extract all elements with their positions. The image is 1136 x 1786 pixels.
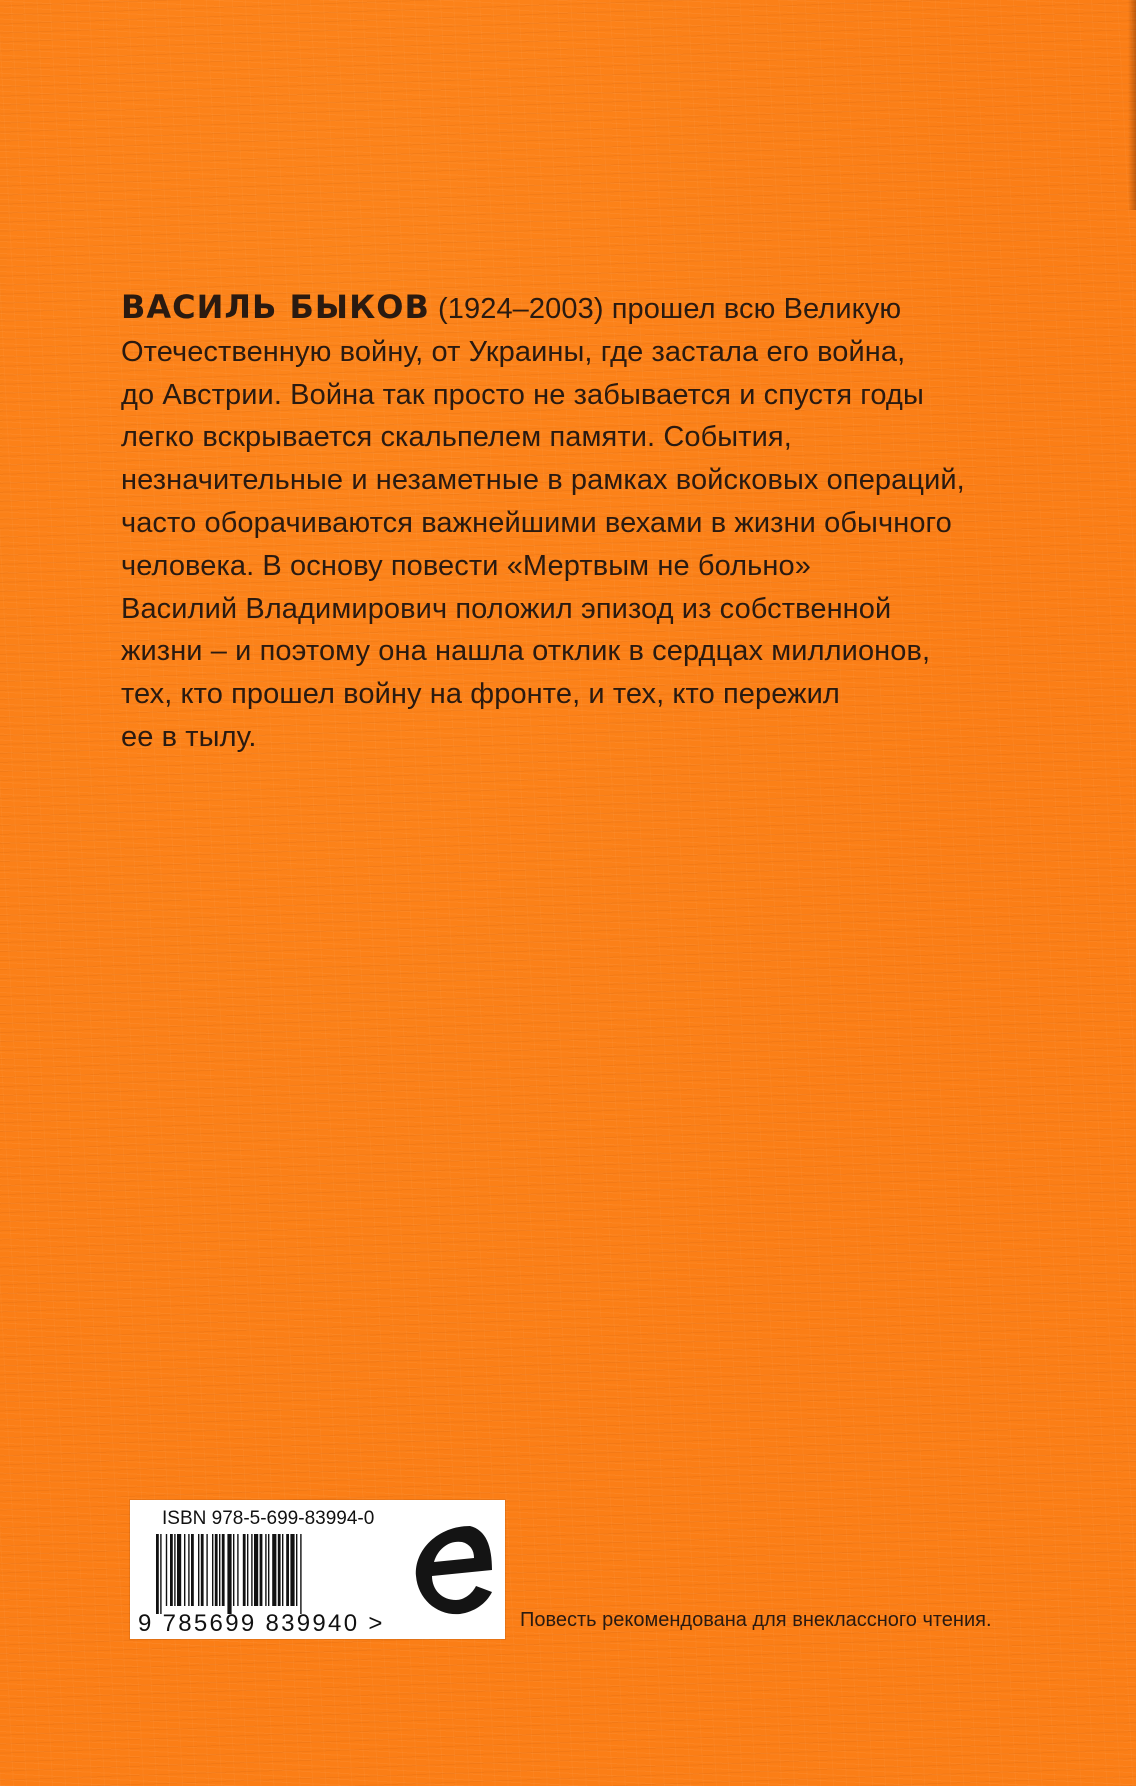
barcode-bar <box>222 1534 225 1606</box>
barcode-bar <box>237 1534 238 1606</box>
eksmo-logo-icon <box>408 1520 498 1620</box>
book-annotation <box>121 286 1021 759</box>
barcode-bar <box>170 1534 173 1606</box>
barcode-bar <box>243 1534 246 1606</box>
barcode-bar <box>215 1534 218 1606</box>
cover-edge-shadow <box>1128 0 1136 210</box>
barcode-bar <box>286 1534 289 1606</box>
barcode-bar <box>166 1534 167 1606</box>
barcode-bar <box>219 1534 220 1606</box>
barcode-bar <box>188 1534 189 1606</box>
barcode-bar <box>296 1534 297 1606</box>
annotation-line: незначительные и незаметные в рамках войсковых операций, <box>121 464 965 497</box>
barcode-bar <box>198 1534 199 1606</box>
barcode-bar <box>251 1534 252 1606</box>
barcode-bar <box>212 1534 213 1606</box>
barcode-bar <box>260 1534 263 1606</box>
barcode-bar <box>191 1534 194 1606</box>
barcode-bar <box>290 1534 294 1606</box>
annotation-line: часто оборачиваются важнейшими вехами в жизни обычного <box>121 506 952 539</box>
barcode-bar <box>227 1534 231 1614</box>
annotation-line: Отечественную войну, от Украины, где застала его война, <box>121 335 906 368</box>
barcode-bar <box>247 1534 248 1606</box>
annotation-line: до Австрии. Война так просто не забывается и спустя годы <box>121 378 924 411</box>
author-name: ВАСИЛЬ БЫКОВ <box>121 288 430 326</box>
annotation-line: жизни – и поэтому она нашла отклик в сердцах миллионов, <box>121 635 931 668</box>
barcode-bar <box>265 1534 266 1606</box>
barcode-bar <box>177 1534 181 1606</box>
barcode-bar <box>174 1534 175 1606</box>
barcode-icon <box>156 1534 384 1614</box>
barcode-digits: 9 785699 839940 > <box>138 1610 385 1637</box>
annotation-first-line <box>121 286 1021 331</box>
barcode-bar <box>156 1534 159 1614</box>
barcode-bar <box>254 1534 258 1606</box>
barcode-bar <box>233 1534 234 1606</box>
barcode-bar <box>206 1534 207 1606</box>
barcode-bar <box>300 1534 301 1614</box>
barcode-panel <box>130 1500 505 1639</box>
barcode-bar <box>201 1534 204 1606</box>
annotation-line: человека. В основу повести «Мертвым не больно» <box>121 549 811 582</box>
barcode-bar <box>160 1534 161 1614</box>
barcode-bar <box>272 1534 276 1606</box>
annotation-line: тех, кто прошел войну на фронте, и тех, кто пережил <box>121 678 840 711</box>
annotation-line: легко вскрывается скальпелем памяти. События, <box>121 421 792 454</box>
annotation-line: ее в тылу. <box>121 720 257 753</box>
barcode-bar <box>184 1534 185 1606</box>
annotation-line: Василий Владимирович положил эпизод из собственной <box>121 592 892 625</box>
isbn-label: ISBN 978-5-699-83994-0 <box>162 1508 375 1529</box>
barcode-bar <box>282 1534 283 1606</box>
annotation-line: (1924–2003) прошел всю Великую <box>438 293 902 325</box>
reading-recommendation: Повесть рекомендована для внеклассного чтения. <box>520 1609 992 1631</box>
barcode-bar <box>278 1534 281 1606</box>
barcode-bar <box>268 1534 269 1606</box>
